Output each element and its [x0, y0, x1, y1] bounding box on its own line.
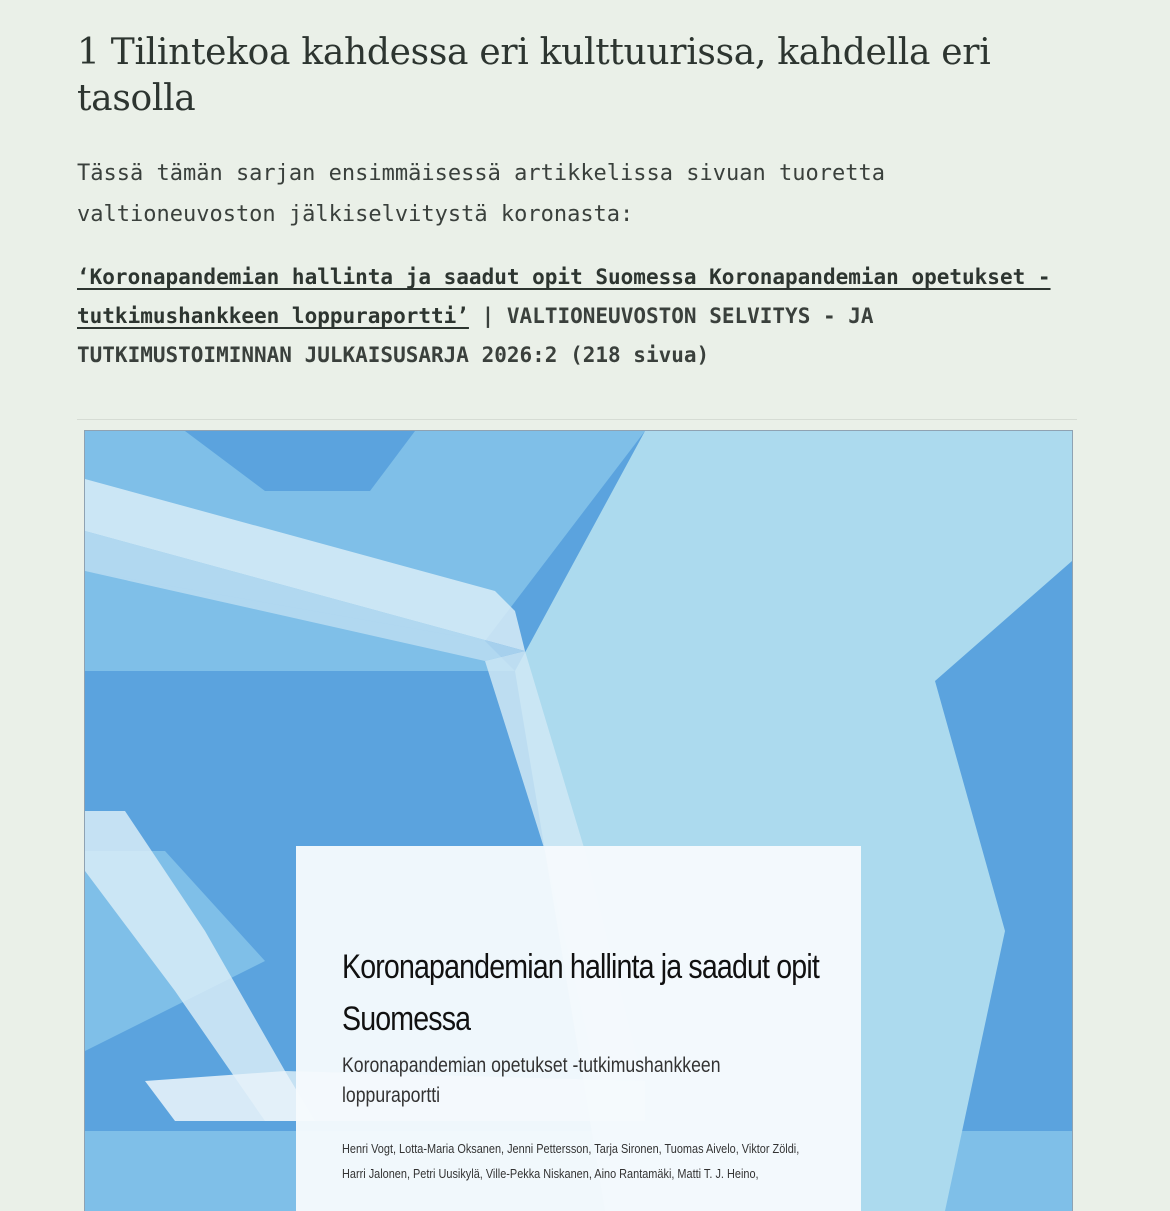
cover-authors: Henri Vogt, Lotta-Maria Oksanen, Jenni Pettersson, Tarja Sironen, Tuomas Aivelo, Viktor Zöldi, Harri Jalonen, Petri Uusikylä, Ville-Pekka Niskanen, Aino Rantamäki, Matti T. J. Heino, [342, 1141, 800, 1181]
cover-title: Koronapandemian hallinta ja saadut opit Suomessa [342, 948, 819, 1038]
divider [77, 419, 1077, 420]
report-reference [77, 258, 1067, 375]
article [77, 0, 1077, 1200]
publication-series: VALTIONEUVOSTON SELVITYS - JA TUTKIMUSTOIMINNAN JULKAISUSARJA 2026:2 (218 sivua) [77, 304, 874, 367]
intro-paragraph: Tässä tämän sarjan ensimmäisessä artikkelissa sivuan tuoretta valtioneuvoston jälkiselvitystä koronasta: [77, 161, 885, 227]
reference-separator: | [481, 304, 495, 328]
report-link[interactable]: ‘Koronapandemian hallinta ja saadut opit Suomessa Koronapandemian opetukset -tutkimushankkeen loppuraportti’ [77, 265, 1051, 328]
cover-subtitle: Koronapandemian opetukset -tutkimushankkeen loppuraportti [342, 1054, 721, 1107]
report-cover-image [84, 430, 1073, 1211]
cover-title-box [296, 846, 861, 1211]
article-heading: 1 Tilintekoa kahdessa eri kulttuurissa, kahdella eri tasolla [77, 32, 991, 119]
